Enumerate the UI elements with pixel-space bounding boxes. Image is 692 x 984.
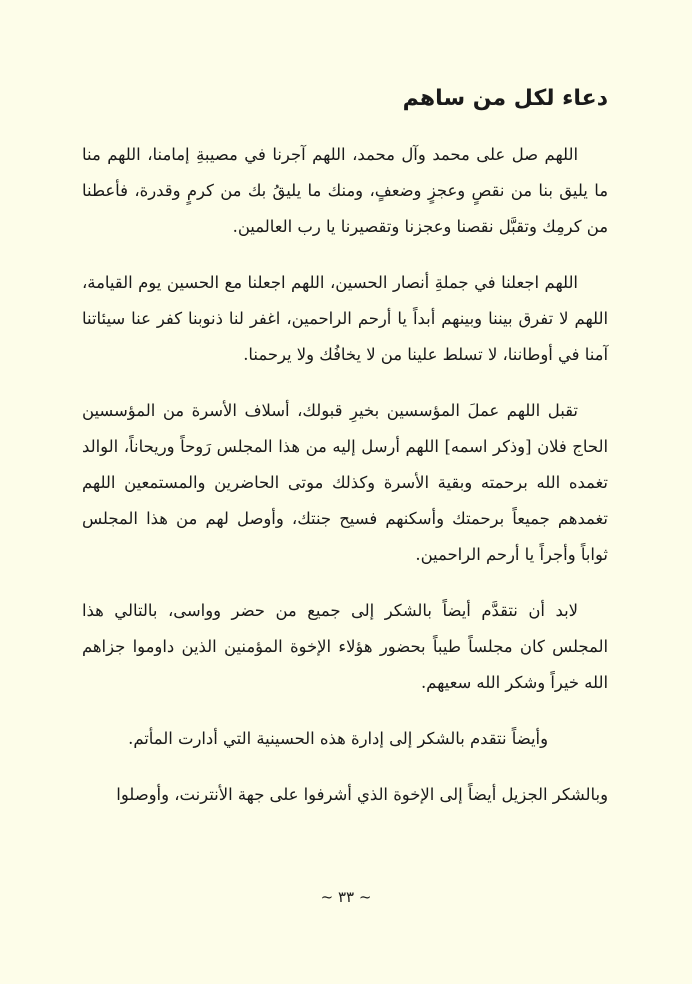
paragraph-5: وأيضاً نتقدم بالشكر إلى إدارة هذه الحسينية التي أدارت المأتم. — [128, 729, 548, 748]
page-number: ~ ٣٣ ~ — [320, 888, 372, 906]
paragraph-1: اللهم صل على محمد وآل محمد، اللهم آجرنا في مصيبةِ إمامنا، اللهم منا ما يليق بنا من نقصٍ وعجزٍ وضعفٍ، ومنك ما يليقُ بك من كرمٍ وقدرة، فأعطنا من كرمِك وتقبَّل نقصنا وعجزنا وتقصيرنا يا رب العالمين. — [82, 145, 608, 236]
page-title: دعاء لكل من ساهم — [402, 86, 608, 111]
paragraph-2: اللهم اجعلنا في جملةِ أنصار الحسين، اللهم اجعلنا مع الحسين يوم القيامة، اللهم لا تفرق بيننا وبينهم أبداً يا أرحم الراحمين، اغفر لنا ذنوبنا كفر عنا سيئاتنا آمنا في أوطاننا، لا تسلط علينا من لا يخافُك ولا يرحمنا. — [82, 273, 608, 364]
paragraph-6: وبالشكر الجزيل أيضاً إلى الإخوة الذي أشرفوا على جهة الأنترنت، وأوصلوا — [116, 785, 608, 804]
paragraph-3: تقبل اللهم عملَ المؤسسين بخيرِ قبولك، أسلاف الأسرة من المؤسسين الحاج فلان [وذكر اسمه] اللهم أرسل إليه من هذا المجلس رَوحاً وريحاناً، الوالد تغمده الله برحمته وبقية الأسرة وكذلك موتى الحاضرين والمستمعين اللهم تغمدهم جميعاً برحمتك وأسكنهم فسيح جنتك، وأوصل لهم من هذا المجلس ثواباً وأجراً يا أرحم الراحمين. — [82, 401, 608, 564]
paragraph-4: لابد أن نتقدَّم أيضاً بالشكر إلى جميع من حضر وواسى، بالتالي هذا المجلس كان مجلساً طيباً بحضور هؤلاء الإخوة المؤمنين الذين داوموا جزاهم الله خيراً وشكر الله سعيهم. — [82, 601, 608, 692]
